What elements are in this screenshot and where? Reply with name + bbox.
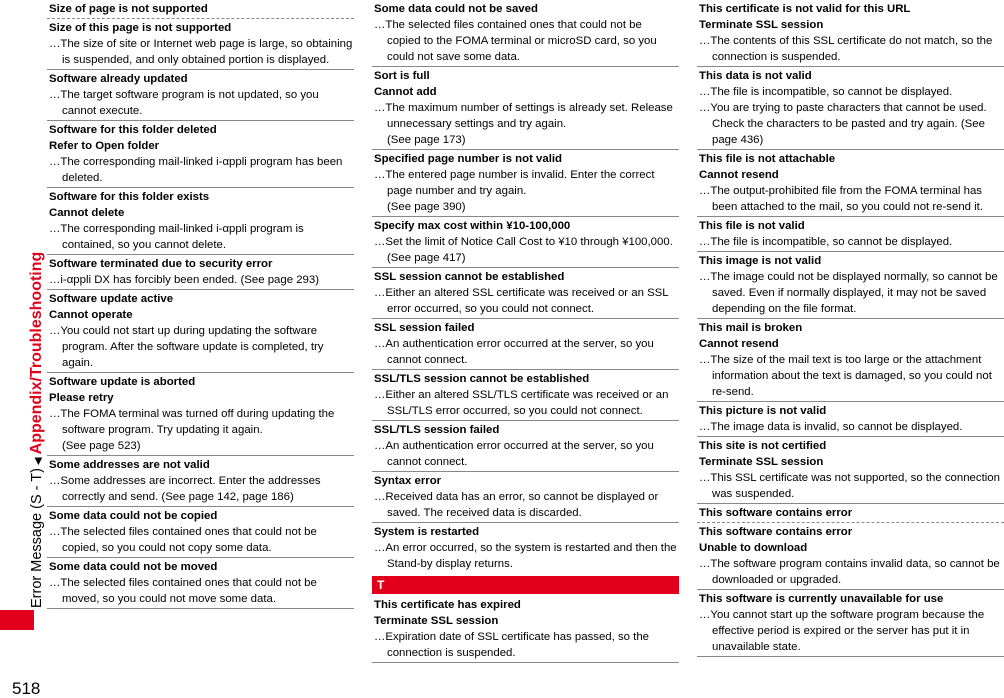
error-entry xyxy=(47,0,354,19)
error-description: …An authentication error occurred at the server, so you cannot connect. xyxy=(374,440,654,468)
error-message-title: Cannot delete xyxy=(49,207,125,219)
error-message-title: Cannot resend xyxy=(699,169,779,181)
error-entry xyxy=(372,0,679,67)
error-description: …You cannot start up the software program because the effective period is expired or the server has put it in unavailable state. xyxy=(699,609,985,653)
error-message-title: Software update is aborted xyxy=(49,376,196,388)
error-entry xyxy=(697,590,1004,657)
error-description: …The selected files contained ones that could not be copied to the FOMA terminal or microSD card, so you could not save some data. xyxy=(374,19,657,63)
error-description: …An error occurred, so the system is restarted and then the Stand-by display returns. xyxy=(374,542,677,570)
error-entry xyxy=(697,319,1004,402)
error-description: …The output-prohibited file from the FOMA terminal has been attached to the mail, so you could not re-send it. xyxy=(699,185,984,213)
error-description: …The corresponding mail-linked i-αppli program has been deleted. xyxy=(49,156,343,184)
error-message-title: SSL session cannot be established xyxy=(374,271,565,283)
error-message-title: Specified page number is not valid xyxy=(374,153,562,165)
error-message-title: This picture is not valid xyxy=(699,405,827,417)
error-entry xyxy=(47,19,354,70)
error-entry xyxy=(372,319,679,370)
error-entry xyxy=(697,437,1004,504)
column-1 xyxy=(47,0,354,609)
error-description: …The size of site or Internet web page is large, so obtaining is suspended, and only obtained portion is displayed. xyxy=(49,38,353,66)
error-message-title: Software for this folder exists xyxy=(49,191,210,203)
error-message-title: Some data could not be moved xyxy=(49,561,218,573)
error-entry xyxy=(47,290,354,373)
sidebar-label xyxy=(27,252,49,608)
page-number: 518 xyxy=(12,679,41,698)
error-description: …The selected files contained ones that could not be copied, so you could not copy some data. xyxy=(49,526,317,554)
sidebar-section: Appendix/Troubleshooting xyxy=(28,251,45,455)
error-message-title: This file is not attachable xyxy=(699,153,836,165)
error-entry xyxy=(372,370,679,421)
error-message-title: This image is not valid xyxy=(699,255,822,267)
error-message-title: Cannot add xyxy=(374,86,437,98)
error-entry xyxy=(372,268,679,319)
error-description: …The file is incompatible, so cannot be displayed. xyxy=(699,236,953,248)
error-entry xyxy=(372,150,679,217)
error-message-title: This certificate is not valid for this URL xyxy=(699,3,911,15)
error-description: …The file is incompatible, so cannot be displayed. xyxy=(699,86,953,98)
section-header: T xyxy=(372,576,679,594)
error-message-title: Please retry xyxy=(49,392,114,404)
error-entry xyxy=(372,523,679,573)
error-message-title: Terminate SSL session xyxy=(374,615,499,627)
error-description: …The contents of this SSL certificate do not match, so the connection is suspended. xyxy=(699,35,993,63)
page-tab-marker xyxy=(0,610,34,630)
error-message-title: Terminate SSL session xyxy=(699,456,824,468)
error-entry xyxy=(697,67,1004,150)
error-message-title: Some data could not be saved xyxy=(374,3,538,15)
error-entry xyxy=(697,504,1004,523)
error-entry xyxy=(372,596,679,663)
column-2 xyxy=(372,0,679,663)
error-message-title: Syntax error xyxy=(374,475,442,487)
error-message-title: This certificate has expired xyxy=(374,599,521,611)
error-description: …An authentication error occurred at the server, so you cannot connect. xyxy=(374,338,654,366)
error-description: …The maximum number of settings is already set. Release unnecessary settings and try again. (See page 173) xyxy=(374,102,673,146)
error-entry xyxy=(697,217,1004,252)
error-description: …You could not start up during updating the software program. After the software update is completed, try again. xyxy=(49,325,324,369)
error-entry xyxy=(47,188,354,255)
error-entry xyxy=(372,421,679,472)
error-description: …The corresponding mail-linked i-αppli program is contained, so you cannot delete. xyxy=(49,223,304,251)
error-message-title: Software update active xyxy=(49,293,174,305)
error-entry xyxy=(697,402,1004,437)
error-entry xyxy=(697,0,1004,67)
error-message-title: Software for this folder deleted xyxy=(49,124,217,136)
error-entry xyxy=(47,255,354,290)
error-message-title: This software contains error xyxy=(699,526,853,538)
error-message-title: Software terminated due to security error xyxy=(49,258,273,270)
error-message-title: Refer to Open folder xyxy=(49,140,160,152)
sidebar xyxy=(0,0,45,698)
error-description: …The size of the mail text is too large or the attachment information about the text is damaged, so you could not re-send. xyxy=(699,354,992,398)
error-message-title: This mail is broken xyxy=(699,322,803,334)
error-message-title: Some addresses are not valid xyxy=(49,459,210,471)
error-description: …Either an altered SSL/TLS certificate was received or an SSL/TLS error occurred, so you could not connect. xyxy=(374,389,669,417)
error-message-title: System is restarted xyxy=(374,526,480,538)
error-message-title: Unable to download xyxy=(699,542,808,554)
error-description: …The selected files contained ones that could not be moved, so you could not move some data. xyxy=(49,577,317,605)
error-message-title: This site is not certified xyxy=(699,440,827,452)
error-entry xyxy=(47,121,354,188)
error-entry xyxy=(697,523,1004,590)
error-entry xyxy=(372,217,679,268)
sidebar-title: Error Message (S - T) xyxy=(29,468,45,608)
error-entry xyxy=(47,373,354,456)
error-message-title: Size of page is not supported xyxy=(49,3,208,15)
error-description: …Some addresses are incorrect. Enter the addresses correctly and send. (See page 142, page 186) xyxy=(49,475,321,503)
error-description: …This SSL certificate was not supported, so the connection was suspended. xyxy=(699,472,1000,500)
error-description: …Set the limit of Notice Call Cost to ¥10 through ¥100,000. (See page 417) xyxy=(374,236,673,264)
error-message-title: This software contains error xyxy=(699,507,853,519)
error-entry xyxy=(47,456,354,507)
error-entry xyxy=(372,67,679,150)
error-message-title: Software already updated xyxy=(49,73,188,85)
error-description: …The software program contains invalid data, so cannot be downloaded or upgraded. xyxy=(699,558,1000,586)
column-3 xyxy=(697,0,1004,657)
error-description: …The target software program is not updated, so you cannot execute. xyxy=(49,89,319,117)
error-description: …The image could not be displayed normally, so cannot be saved. Even if normally displayed, it may not be saved depending on the file format. xyxy=(699,271,998,315)
error-description: …The entered page number is invalid. Enter the correct page number and try again. (See page 390) xyxy=(374,169,655,213)
error-entry xyxy=(47,558,354,609)
error-message-title: Some data could not be copied xyxy=(49,510,218,522)
error-entry xyxy=(47,507,354,558)
error-message-title: This data is not valid xyxy=(699,70,812,82)
error-message-title: This software is currently unavailable for use xyxy=(699,593,944,605)
error-message-title: SSL session failed xyxy=(374,322,475,334)
triangle-icon: ◀ xyxy=(33,457,44,466)
error-description: …You are trying to paste characters that cannot be used. Check the characters to be pasted and try again. (See page 436) xyxy=(699,102,987,146)
error-message-title: Size of this page is not supported xyxy=(49,22,232,34)
error-entry xyxy=(697,252,1004,319)
error-description: …Either an altered SSL certificate was received or an SSL error occurred, so you could not connect. xyxy=(374,287,669,315)
error-message-title: This file is not valid xyxy=(699,220,805,232)
error-description: …i-αppli DX has forcibly been ended. (See page 293) xyxy=(49,274,319,286)
error-description: …Expiration date of SSL certificate has passed, so the connection is suspended. xyxy=(374,631,650,659)
error-message-title: Cannot resend xyxy=(699,338,779,350)
error-description: …The image data is invalid, so cannot be displayed. xyxy=(699,421,963,433)
error-message-title: Sort is full xyxy=(374,70,430,82)
error-entry xyxy=(697,150,1004,217)
error-entry xyxy=(47,70,354,121)
error-message-title: Cannot operate xyxy=(49,309,133,321)
error-description: …The FOMA terminal was turned off during updating the software program. Try updating it again. (See page 523) xyxy=(49,408,335,452)
error-message-title: Specify max cost within ¥10-100,000 xyxy=(374,220,571,232)
error-entry xyxy=(372,472,679,523)
error-message-title: SSL/TLS session failed xyxy=(374,424,500,436)
error-message-title: SSL/TLS session cannot be established xyxy=(374,373,590,385)
error-description: …Received data has an error, so cannot be displayed or saved. The received data is discarded. xyxy=(374,491,659,519)
error-message-title: Terminate SSL session xyxy=(699,19,824,31)
